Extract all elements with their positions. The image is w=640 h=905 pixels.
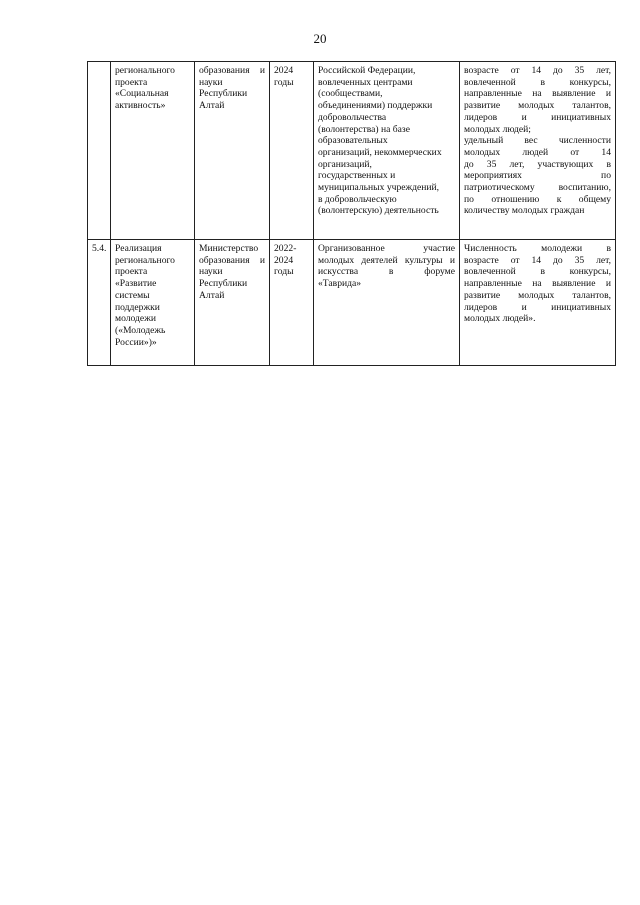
text-line: образовательных [318, 135, 388, 147]
text-line: Реализация [115, 243, 162, 254]
text-line: молодых людей; [464, 123, 531, 135]
text-line: Республики [199, 88, 248, 100]
executor-cell [195, 240, 270, 366]
text-line: развитие молодых талантов, [464, 100, 611, 112]
executor-cell [195, 62, 270, 240]
program-table [87, 61, 616, 366]
text-line: вовлеченной в конкурсы, [464, 76, 611, 88]
text-line: Российской Федерации, [318, 65, 416, 76]
text-line: развитие молодых талантов, [464, 289, 611, 301]
text-line: возрасте от 14 до 35 лет, [464, 254, 611, 266]
text-line: Республики [199, 278, 248, 290]
text-line: годы [274, 76, 294, 88]
text-line: вовлеченной в конкурсы, [464, 266, 611, 278]
text-line: возрасте от 14 до 35 лет, [464, 65, 611, 76]
years-cell [270, 62, 314, 240]
text-line: лидеров и инициативных [464, 111, 611, 123]
text-line: 2024 [274, 254, 294, 266]
text-line: до 35 лет, участвующих в [464, 158, 611, 170]
text-line: Организованное участие [318, 243, 455, 254]
text-line: «Развитие [115, 278, 157, 290]
text-line: молодежи [115, 313, 156, 325]
text-line: Численность молодежи в [464, 243, 611, 254]
text-line: количеству молодых граждан [464, 205, 585, 217]
text-line: молодых деятелей культуры и [318, 254, 455, 266]
text-line: 2022- [274, 243, 297, 254]
text-line: направленные на выявление и [464, 278, 611, 290]
text-line: лидеров и инициативных [464, 301, 611, 313]
indicator-cell [460, 240, 616, 366]
text-line: годы [274, 266, 294, 278]
text-line: науки [199, 76, 223, 88]
text-line: проекта [115, 76, 148, 88]
row-number-cell [88, 62, 111, 240]
years-cell [270, 240, 314, 366]
text-line: удельный вес численности [464, 135, 611, 147]
text-line: в добровольческую [318, 193, 397, 205]
text-line: организаций, [318, 158, 372, 170]
text-line: образования и [199, 254, 265, 266]
project-name-cell [111, 240, 195, 366]
text-line: Алтай [199, 100, 225, 112]
text-line: («Молодежь [115, 324, 166, 336]
text-line: направленные на выявление и [464, 88, 611, 100]
text-line: (волонтерскую) деятельность [318, 205, 439, 217]
text-line: организаций, некоммерческих [318, 146, 442, 158]
text-line: искусства в форуме [318, 266, 455, 278]
text-line: науки [199, 266, 223, 278]
text-line: регионального [115, 254, 175, 266]
text-line: проекта [115, 266, 148, 278]
text-line: патриотическому воспитанию, [464, 182, 611, 194]
text-line: вовлеченных центрами [318, 76, 413, 88]
text-line: молодых людей от 14 [464, 146, 611, 158]
text-line: «Социальная [115, 88, 169, 100]
table-row [88, 62, 616, 240]
result-cell [314, 62, 460, 240]
text-line: поддержки [115, 301, 160, 313]
text-line: муниципальных учреждений, [318, 182, 440, 194]
text-line: государственных и [318, 170, 396, 182]
result-cell [314, 240, 460, 366]
row-number-cell: 5.4. [88, 240, 111, 366]
text-line: системы [115, 289, 150, 301]
text-line: (сообществами, [318, 88, 383, 100]
page-number: 20 [313, 31, 327, 46]
text-line: по отношению к общему [464, 193, 611, 205]
text-line: «Таврида» [318, 278, 362, 290]
text-line: добровольчества [318, 111, 387, 123]
text-line: России»)» [115, 336, 157, 348]
text-line: мероприятиях по [464, 170, 611, 182]
text-line: 2024 [274, 65, 294, 76]
text-line: активность» [115, 100, 166, 112]
text-line: Министерство [199, 243, 259, 254]
text-line: Алтай [199, 289, 225, 301]
project-name-cell [111, 62, 195, 240]
text-line: образования и [199, 65, 265, 76]
text-line: (волонтерства) на базе [318, 123, 410, 135]
text-line: объединениями) поддержки [318, 100, 433, 112]
text-line: регионального [115, 65, 175, 76]
indicator-cell [460, 62, 616, 240]
text-line: молодых людей». [464, 313, 536, 325]
table-row [88, 240, 616, 366]
